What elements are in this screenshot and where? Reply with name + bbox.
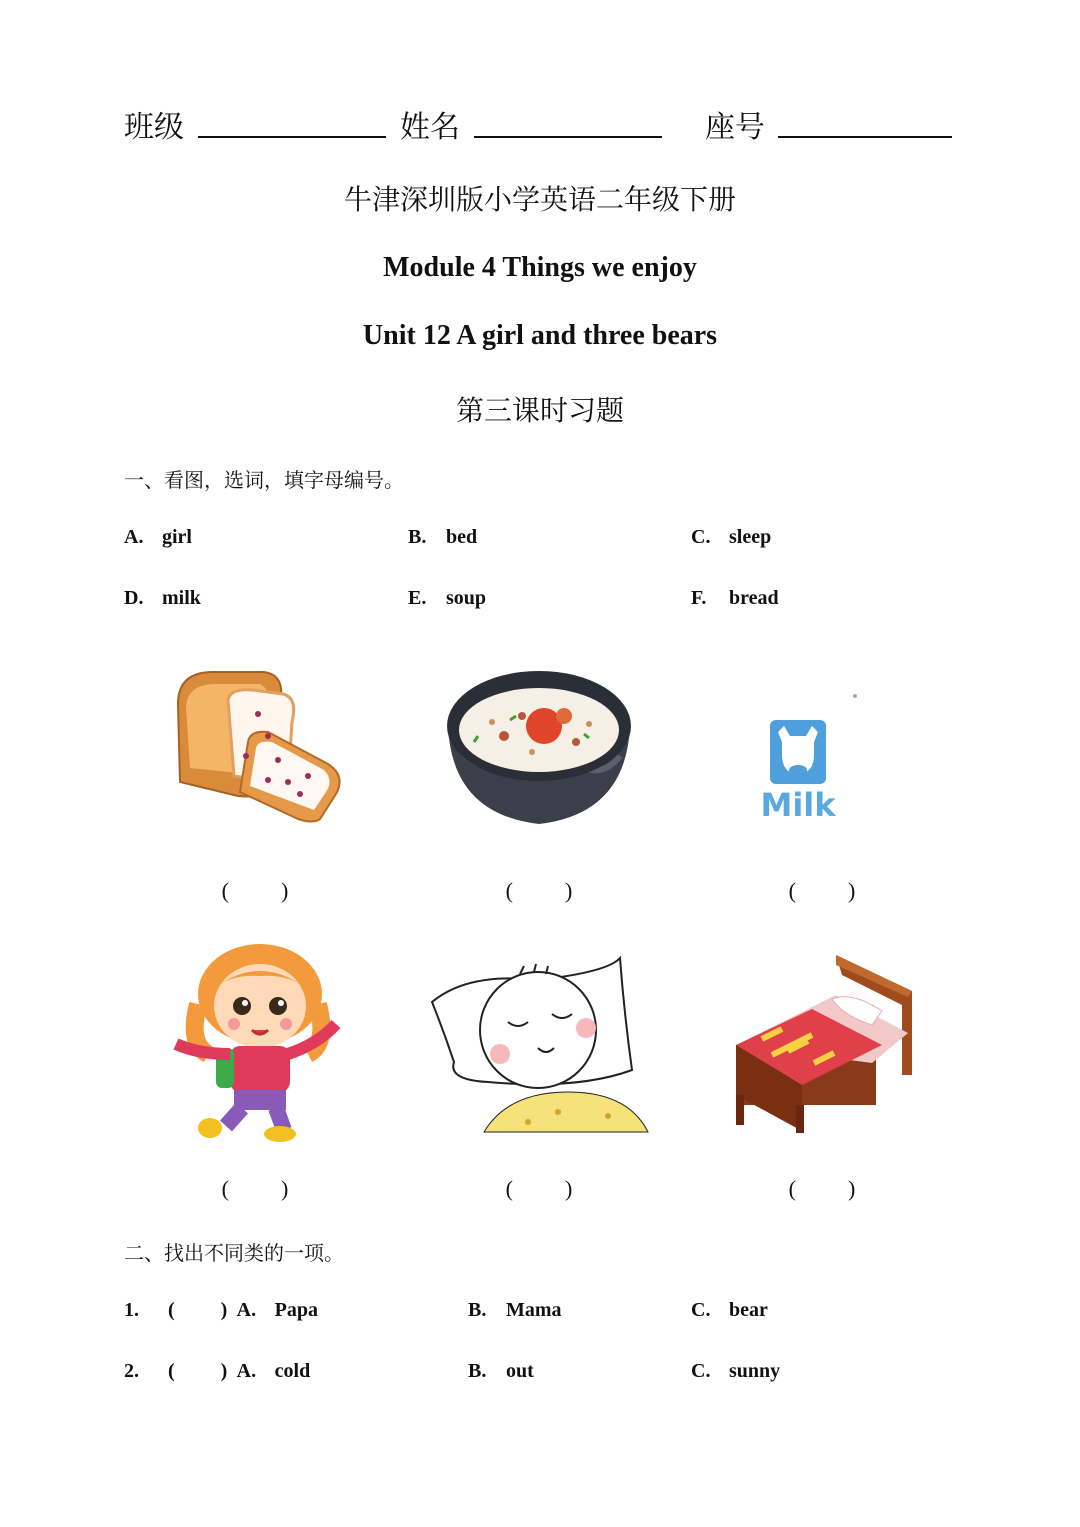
option-e xyxy=(408,587,486,610)
question-1-choice-c xyxy=(691,1299,768,1322)
choice-letter: B. xyxy=(468,1360,487,1382)
question-number: 1. xyxy=(124,1299,139,1321)
paren-close: ) xyxy=(220,1360,228,1382)
option-b xyxy=(408,526,477,549)
paren-open: ( xyxy=(221,878,231,903)
section1-heading: 一、看图，选词，填字母编号。 xyxy=(124,468,404,492)
class-blank[interactable] xyxy=(198,136,386,138)
option-letter: D. xyxy=(124,587,144,609)
option-word: bed xyxy=(446,526,478,548)
module-title: Module 4 Things we enjoy xyxy=(383,252,697,283)
option-word: soup xyxy=(446,587,487,609)
lesson-title: 第三课时习题 xyxy=(455,394,624,427)
option-word: girl xyxy=(162,526,192,548)
answer-paren-3[interactable] xyxy=(768,878,878,904)
choice-letter: C. xyxy=(691,1299,711,1321)
paren-open: ( xyxy=(788,878,798,903)
milk-image xyxy=(760,690,860,830)
choice-word: Papa xyxy=(274,1299,319,1321)
name-blank[interactable] xyxy=(474,136,662,138)
option-word: milk xyxy=(162,587,201,609)
milk-label: Milk xyxy=(760,786,836,824)
question-1 xyxy=(124,1299,318,1322)
girl-image xyxy=(168,944,348,1144)
paren-close: ) xyxy=(281,878,291,903)
option-letter: F. xyxy=(691,587,707,609)
question-2-choice-b xyxy=(468,1360,534,1383)
section2-heading: 二、找出不同类的一项。 xyxy=(124,1241,344,1265)
paren-close: ) xyxy=(565,1176,575,1201)
choice-word: cold xyxy=(274,1360,311,1382)
answer-paren-5[interactable] xyxy=(485,1176,595,1202)
option-letter: E. xyxy=(408,587,427,609)
paren-close: ) xyxy=(220,1299,228,1321)
option-word: bread xyxy=(729,587,779,609)
choice-letter: C. xyxy=(691,1360,711,1382)
paren-close: ) xyxy=(848,1176,858,1201)
answer-paren-4[interactable] xyxy=(201,1176,311,1202)
question-1-choice-b xyxy=(468,1299,562,1322)
bed-image xyxy=(732,955,912,1135)
paren-open: ( xyxy=(221,1176,231,1201)
unit-title: Unit 12 A girl and three bears xyxy=(362,320,718,351)
question-2 xyxy=(124,1360,310,1383)
option-d xyxy=(124,587,201,610)
choice-letter: A. xyxy=(236,1360,257,1382)
answer-paren-1[interactable] xyxy=(201,878,311,904)
paren-open: ( xyxy=(168,1299,175,1321)
paren-close: ) xyxy=(281,1176,291,1201)
question-2-choice-c xyxy=(691,1360,780,1383)
seat-label: 座号 xyxy=(705,110,765,145)
paren-open: ( xyxy=(505,878,515,903)
book-title: 牛津深圳版小学英语二年级下册 xyxy=(343,183,736,216)
option-letter: B. xyxy=(408,526,427,548)
paren-open: ( xyxy=(788,1176,798,1201)
choice-word: sunny xyxy=(729,1360,781,1382)
name-label: 姓名 xyxy=(400,110,460,145)
choice-word: Mama xyxy=(506,1299,562,1321)
paren-open: ( xyxy=(168,1360,175,1382)
soup-image xyxy=(444,664,634,829)
option-c xyxy=(691,526,771,549)
seat-blank[interactable] xyxy=(778,136,952,138)
choice-letter: A. xyxy=(236,1299,257,1321)
bread-image xyxy=(168,664,348,829)
paren-close: ) xyxy=(848,878,858,903)
option-f xyxy=(691,587,779,610)
class-label: 班级 xyxy=(124,110,184,145)
choice-word: out xyxy=(506,1360,534,1382)
paren-open: ( xyxy=(505,1176,515,1201)
choice-letter: B. xyxy=(468,1299,487,1321)
option-letter: C. xyxy=(691,526,711,548)
option-letter: A. xyxy=(124,526,144,548)
answer-paren-2[interactable] xyxy=(485,878,595,904)
choice-word: bear xyxy=(729,1299,768,1321)
option-a xyxy=(124,526,192,549)
question-number: 2. xyxy=(124,1360,139,1382)
option-word: sleep xyxy=(729,526,772,548)
paren-close: ) xyxy=(565,878,575,903)
sleep-image xyxy=(428,952,653,1132)
answer-paren-6[interactable] xyxy=(768,1176,878,1202)
